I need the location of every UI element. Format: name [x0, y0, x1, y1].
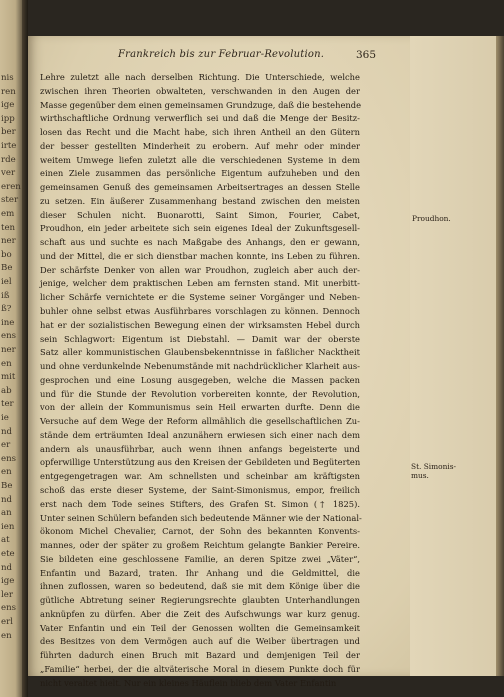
text-line: einen Ziele zusammen das persönliche Eigentum aufzuheben und den	[40, 168, 360, 179]
margin-note-st-simonismus-line-1: St. Simonis-	[411, 462, 457, 471]
facing-page-fragment: ren	[1, 86, 16, 97]
facing-page-fragment: er	[1, 440, 11, 451]
text-line: andern als unausführbar, auch wenn ihnen anfangs begeisterte und	[40, 443, 360, 454]
text-line: und für die Stunde der Revolution vorbereiten konnte, der Revolution,	[40, 388, 360, 399]
facing-page-fragment: ber	[1, 127, 16, 138]
text-line: Sie bildeten eine geschlossene Familie, an deren Spitze zwei „Väter“,	[40, 553, 360, 564]
facing-page-fragment: ten	[1, 222, 16, 233]
facing-page-fragment: iel	[1, 277, 12, 287]
facing-page-fragment: bo	[1, 249, 12, 260]
facing-page-fragment: ens	[1, 603, 17, 614]
margin-note-st-simonismus	[411, 462, 456, 480]
facing-page-fragment: ete	[1, 549, 15, 559]
facing-page-fragment: ipp	[1, 113, 15, 124]
facing-page-fragment: em	[1, 209, 15, 219]
facing-page-fragment: Be	[1, 481, 13, 491]
facing-page-fragment: rde	[1, 154, 16, 165]
text-line: von der allein der Kommunismus sein Heil erwarten durfte. Denn die	[40, 402, 360, 413]
text-line: stände dem erträumten Ideal anzunähern erwiesen sich einer nach dem	[40, 429, 360, 440]
text-line: anknüpfen zu dürfen. Aber die Zeit des Aufschwungs war kurz genug.	[40, 608, 360, 619]
facing-page-fragment: ens	[1, 331, 17, 342]
text-line: weitem Umwege liefen zuletzt alle die verschiedenen Systeme in dem	[40, 154, 360, 165]
text-line: Versuche auf dem Wege der Reform allmählich die gesellschaftlichen Zu-	[40, 416, 360, 427]
facing-page-fragment: an	[1, 508, 12, 519]
facing-page-fragment: ens	[1, 453, 17, 464]
page-number: 365	[356, 49, 377, 61]
facing-page-fragment: Be	[1, 263, 13, 274]
facing-page-fragment: nd	[1, 494, 13, 505]
facing-page-fragment: at	[1, 535, 10, 546]
text-line: „Familie“ herbei, der die altväterische Moral in diesem Punkte doch für	[40, 663, 360, 674]
facing-page-fragment: en	[1, 467, 12, 478]
text-line: Proudhon, ein jeder arbeitete sich sein eigenes Ideal der Zukunftsgesell-	[40, 223, 360, 234]
body-text	[40, 71, 360, 690]
text-line: Unter seinen Schülern befanden sich bedeutende Männer wie der National-	[40, 512, 362, 523]
facing-page-fragment: ver	[1, 168, 16, 179]
page-header	[28, 45, 410, 65]
facing-page-fragment: en	[1, 630, 12, 641]
facing-page-fragment: mit	[1, 372, 16, 383]
facing-page-fragment: ter	[1, 399, 14, 410]
text-line: Der schärfste Denker von allen war Proudhon, zugleich aber auch der-	[40, 264, 360, 275]
text-line: ökonom Michel Chevalier, Carnot, der Sohn des bekannten Konvents-	[40, 526, 360, 537]
text-line: des Besitzes von dem Vermögen auch auf die Weiber übertragen und	[40, 636, 360, 647]
running-title: Frankreich bis zur Februar-Revolution.	[118, 49, 325, 60]
text-line: jenige, welcher dem praktischen Leben am fernsten stand. Mit unerbitt-	[40, 278, 360, 289]
text-line: führten dadurch einen Bruch mit Bazard und demjenigen Teil der	[40, 650, 360, 661]
facing-page-fragment: ien	[1, 521, 15, 532]
text-line: Masse gegenüber dem einen gemeinsamen Grundzuge, daß die bestehende	[40, 99, 362, 110]
facing-page-fragment: ine	[1, 317, 15, 328]
text-line: und ohne verdunkelnde Nebenumstände mit nachdrücklicher Klarheit aus-	[40, 361, 360, 372]
text-line: gesprochen und eine Losung ausgegeben, welche die Massen packen	[40, 374, 360, 385]
text-line: erst nach dem Tode seines Stifters, des Grafen St. Simon († 1825).	[40, 498, 360, 509]
facing-page-fragment: eren	[1, 181, 21, 192]
text-line: buhler ohne selbst etwas Ausführbares vorschlagen zu können. Dennoch	[40, 306, 360, 317]
facing-page-fragment: ige	[1, 100, 15, 111]
text-line: Enfantin und Bazard, traten. Ihr Anhang und die Geldmittel, die	[40, 567, 360, 578]
text-line: hat er der sozialistischen Bewegung einen der wirksamsten Hebel durch	[40, 319, 360, 330]
book-page	[28, 36, 410, 688]
facing-page-edge	[0, 0, 22, 697]
text-line: Lehre zuletzt alle nach derselben Richtung. Die Unterschiede, welche	[40, 72, 360, 82]
facing-page-fragment: nis	[1, 73, 14, 83]
facing-page-fragment: en	[1, 358, 12, 369]
facing-page-fragment: ie	[1, 413, 9, 423]
facing-page-fragment: ner	[1, 345, 16, 355]
margin-note-proudhon-text: Proudhon.	[412, 214, 451, 223]
facing-page-fragment: ß?	[1, 304, 12, 315]
text-line: zwischen ihren Theorien obwalteten, verschwanden in den Augen der	[40, 85, 360, 96]
facing-page-fragment: ster	[1, 195, 19, 206]
facing-page-fragment: ler	[1, 589, 13, 600]
text-line: der besser gestellten Minderheit zu erobern. Auf mehr oder minder	[40, 140, 360, 151]
text-line: dieser Schulen nicht. Buonarotti, Saint Simon, Fourier, Cabet,	[40, 209, 360, 220]
text-line: sein Schlagwort: Eigentum ist Diebstahl. — Damit war der oberste	[40, 333, 360, 344]
margin-note-proudhon	[412, 214, 451, 223]
text-line: mannes, oder der später zu großem Reichtum gelangte Bankier Pereire.	[40, 540, 360, 551]
text-line: schaft aus und suchte es nach Maßgabe des Anhangs, den er gewann,	[40, 237, 360, 248]
facing-page-fragment: ab	[1, 385, 12, 396]
text-line: gemeinsamen Genuß des gemeinsamen Arbeitsertrages an dessen Stelle	[40, 182, 360, 193]
page-margin-right	[410, 36, 504, 676]
text-line: Vater Enfantin und ein Teil der Genossen wollten die Gemeinsamkeit	[40, 622, 360, 633]
facing-page-fragment: irte	[1, 141, 17, 151]
facing-page-fragment: ige	[1, 576, 15, 587]
text-line: entgegengetragen war. Am schnellsten und scheinbar am kräftigsten	[40, 471, 360, 482]
text-line: wirthschaftliche Ordnung verwerflich sei und daß die Menge der Besitz-	[40, 113, 360, 124]
text-line: Satz aller kommunistischen Glaubensbekenntnisse in faßlicher Nacktheit	[40, 347, 360, 358]
facing-page-fragment: erl	[1, 617, 13, 627]
text-line: losen das Recht und die Macht habe, sich ihren Antheil an den Gütern	[40, 127, 360, 138]
facing-page-fragment: nd	[1, 426, 13, 437]
text-line: nicht veraltet hielt. Nur ein kleines Häuflein blieb dem Vater Enfantin	[40, 677, 337, 688]
text-line: schoß das erste dieser Systeme, der Saint-Simonismus, empor, freilich	[40, 484, 360, 495]
facing-page-fragment: nd	[1, 562, 13, 573]
facing-page-fragment: iß	[1, 290, 10, 301]
text-line: und der Mittel, die er sich dienstbar machen konnte, ins Leben zu führen.	[40, 250, 360, 261]
margin-note-st-simonismus-line-2: mus.	[411, 471, 429, 480]
facing-page-fragment: ner	[1, 236, 16, 247]
text-line: zu setzen. Ein äußerer Zusammenhang bestand zwischen den meisten	[40, 195, 360, 206]
text-line: licher Schärfe vernichtete er die Systeme seiner Vorgänger und Neben-	[40, 292, 360, 303]
text-line: opferwillige Unterstützung aus den Kreisen der Gebildeten und Begüterten	[40, 457, 361, 468]
text-line: gütliche Abtretung seiner Regierungsrechte glaubten Unterhandlungen	[40, 595, 360, 606]
text-line: ihnen zuflossen, waren so bedeutend, daß sie mit dem Könige über die	[40, 581, 360, 592]
